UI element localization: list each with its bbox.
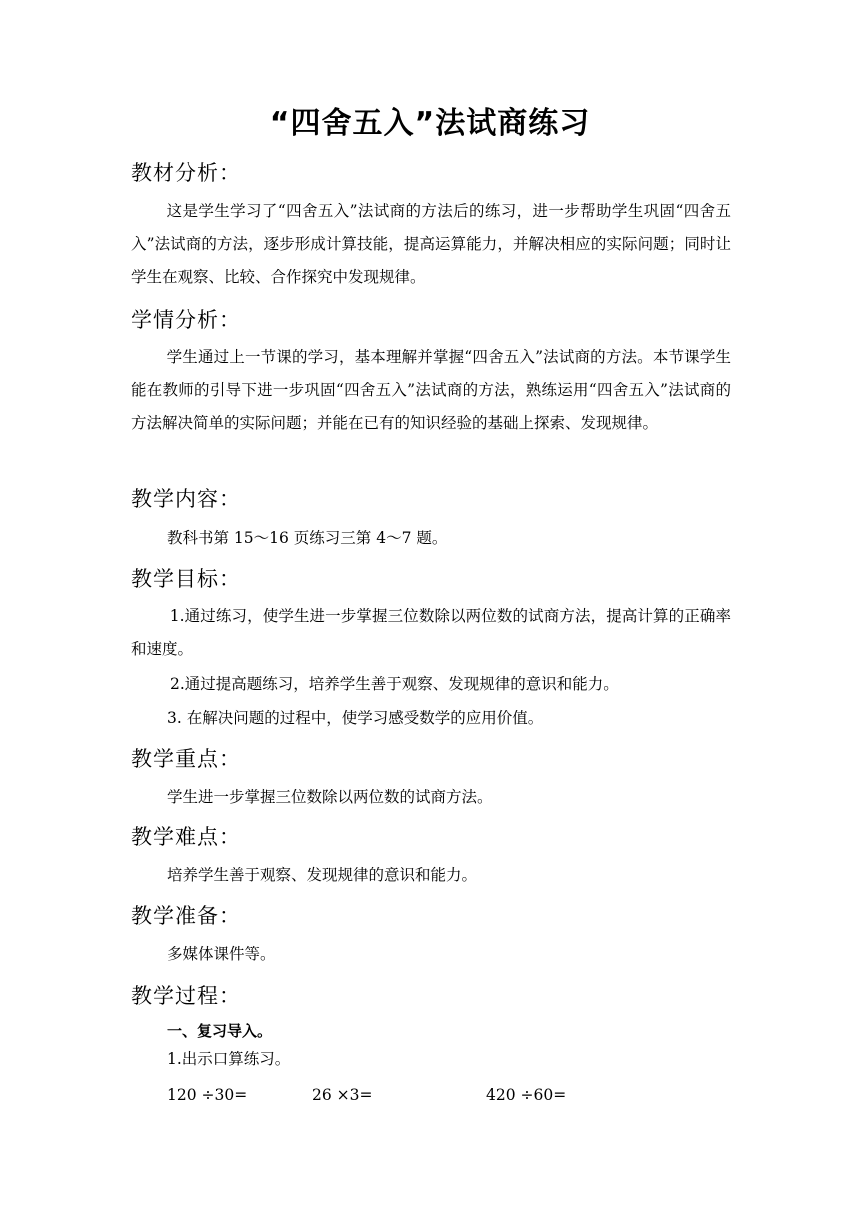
exercise-1: 120 ÷30= [167, 1086, 248, 1104]
key-points-text: 学生进一步掌握三位数除以两位数的试商方法。 [167, 788, 493, 806]
process-step-1: 一、复习导入。 [167, 1022, 273, 1040]
heading-preparation: 教学准备： [131, 904, 241, 928]
heading-material-analysis: 教材分析： [131, 161, 241, 185]
exercise-2: 26 ×3= [312, 1086, 373, 1104]
objective-item-2: 2.通过提高题练习，培养学生善于观察、发现规律的意识和能力。 [170, 675, 619, 693]
student-analysis-text: 学生通过上一节课的学习，基本理解并掌握“四舍五入”法试商的方法。本节课学生能在教师的引导下进一步巩固“四舍五入”法试商的方法，熟练运用“四舍五入”法试商的方法解决简单的实际问题；并能在已有的知识经验的基础上探索、发现规律。 [131, 348, 731, 432]
material-analysis-text: 这是学生学习了“四舍五入”法试商的方法后的练习，进一步帮助学生巩固“四舍五入”法试商的方法，逐步形成计算技能，提高运算能力，并解决相应的实际问题；同时让学生在观察、比较、合作探究中发现规律。 [131, 202, 731, 286]
heading-key-points: 教学重点： [131, 747, 241, 771]
document-title: “四舍五入”法试商练习 [269, 106, 591, 141]
heading-difficult-points: 教学难点： [131, 825, 241, 849]
heading-student-analysis: 学情分析： [131, 308, 241, 332]
content-text: 教科书第 15～16 页练习三第 4～7 题。 [167, 529, 448, 547]
heading-objectives: 教学目标： [131, 567, 241, 591]
objective-item-3: 3. 在解决问题的过程中，使学习感受数学的应用价值。 [167, 709, 544, 727]
objective-item-1: 1.通过练习，使学生进一步掌握三位数除以两位数的试商方法，提高计算的正确率和速度。 [131, 607, 731, 658]
heading-process: 教学过程： [131, 984, 241, 1008]
exercise-3: 420 ÷60= [486, 1086, 567, 1104]
process-sub-1: 1.出示口算练习。 [167, 1050, 291, 1068]
preparation-text: 多媒体课件等。 [167, 945, 276, 963]
heading-content: 教学内容： [131, 487, 241, 511]
difficult-points-text: 培养学生善于观察、发现规律的意识和能力。 [167, 866, 478, 884]
